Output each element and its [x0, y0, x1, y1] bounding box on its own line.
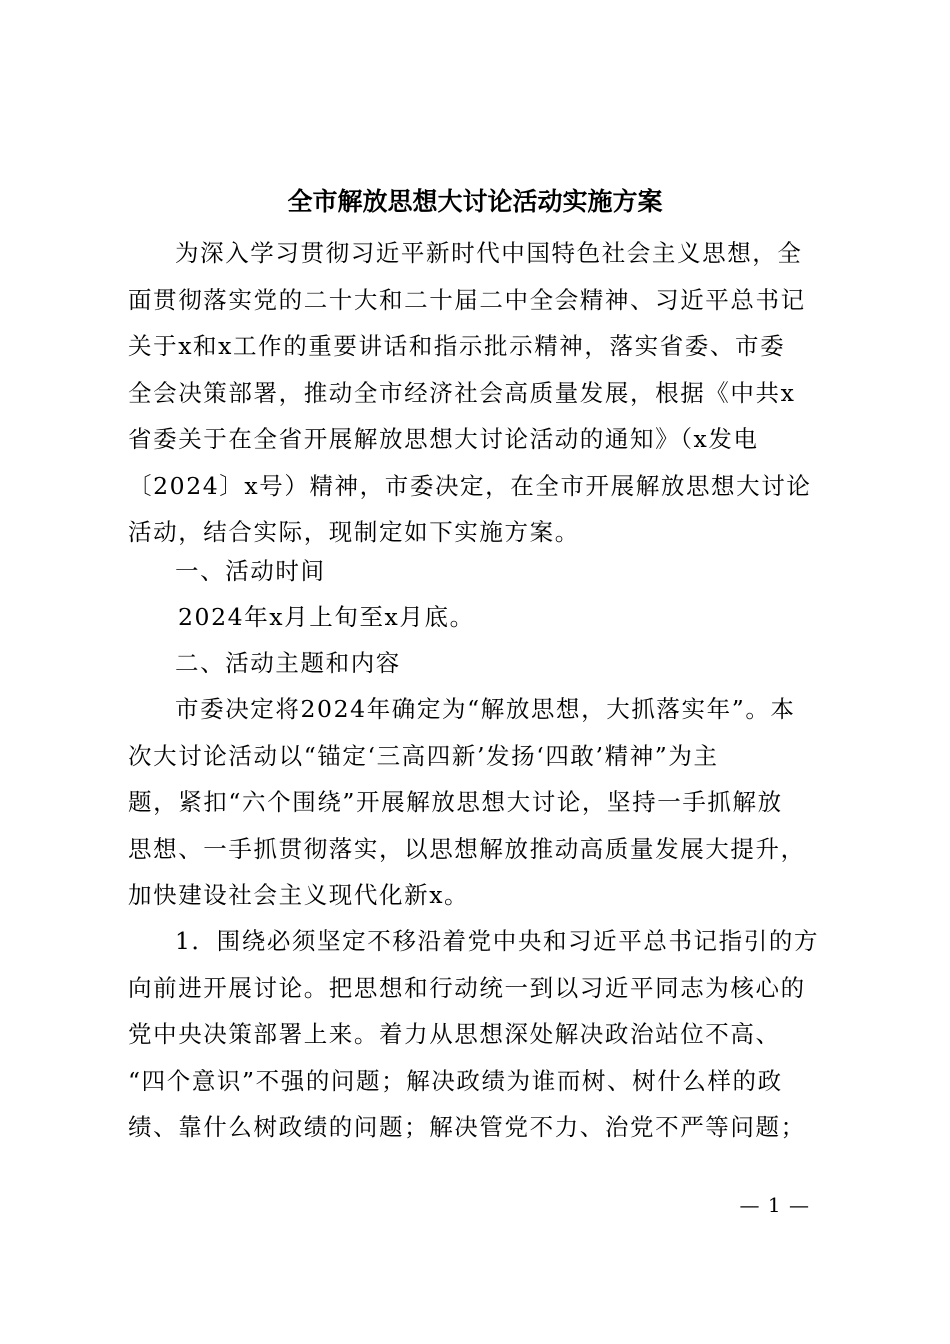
text-line: 〔2024〕x号）精神，市委决定，在全市开展解放思想大讨论	[128, 471, 812, 500]
item-1-paragraph	[128, 918, 828, 1151]
text-line: 面贯彻落实党的二十大和二十届二中全会精神、习近平总书记	[128, 285, 806, 314]
text-line: 党中央决策部署上来。着力从思想深处解决政治站位不高、	[128, 1020, 781, 1048]
text-line: 向前进开展讨论。把思想和行动统一到以习近平同志为核心的	[128, 973, 806, 1002]
text-line: 为深入学习贯彻习近平新时代中国特色社会主义思想，全	[175, 239, 803, 267]
page-number: — 1 —	[739, 1193, 810, 1217]
text-line: 题，紧扣“六个围绕”开展解放思想大讨论，坚持一手抓解放	[128, 788, 783, 816]
section-heading-theme-content: 二、活动主题和内容	[175, 649, 401, 677]
text-line: 关于x和x工作的重要讲话和指示批示精神，落实省委、市委	[128, 332, 786, 360]
text-line: “四个意识”不强的问题；解决政绩为谁而树、树什么样的政	[128, 1066, 783, 1095]
text-line: 次大讨论活动以“锚定‘三高四新’发扬‘四敢’精神”为主	[128, 741, 719, 770]
text-line: 2024年x月上旬至x月底。	[178, 603, 475, 631]
text-line: 活动，结合实际，现制定如下实施方案。	[128, 518, 580, 546]
section-heading-activity-time: 一、活动时间	[175, 557, 326, 585]
intro-paragraph	[128, 230, 828, 556]
text-line: 省委关于在全省开展解放思想大讨论活动的通知》（x发电	[128, 425, 759, 453]
text-line: 思想、一手抓贯彻落实，以思想解放推动高质量发展大提升，	[128, 834, 806, 863]
text-line: 加快建设社会主义现代化新x。	[128, 881, 470, 909]
text-line: 全会决策部署，推动全市经济社会高质量发展，根据《中共x	[128, 378, 796, 407]
document-title: 全市解放思想大讨论活动实施方案	[287, 187, 663, 216]
text-line: 1．围绕必须坚定不移沿着党中央和习近平总书记指引的方	[175, 927, 820, 955]
section-text-activity-time	[128, 594, 828, 641]
text-line: 绩、靠什么树政绩的问题；解决管党不力、治党不严等问题；	[128, 1113, 806, 1141]
text-line: 市委决定将2024年确定为“解放思想，大抓落实年”。本	[175, 695, 796, 723]
theme-paragraph	[128, 686, 828, 919]
